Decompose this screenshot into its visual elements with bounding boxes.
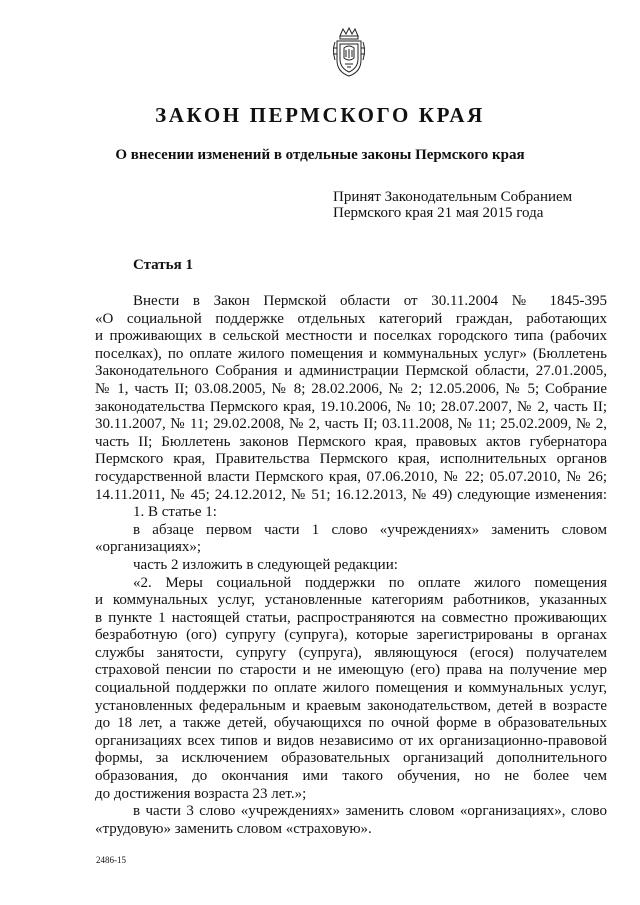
text-line: «трудовую» заменить словом «страховую». [95,820,372,837]
law-subtitle: О внесении изменений в отдельные законы Пермского края [115,147,525,163]
text-line: часть II; Бюллетень законов Пермского края, правовых актов губернатора [95,433,607,450]
text-line: «организациях»; [95,539,202,556]
text-line: организациях всех типов и видов независимо от их организационно-правовой [95,732,607,749]
text-line: часть 2 изложить в следующей редакции: [133,556,398,573]
text-line: социальной поддержки по оплате жилого помещения и коммунальных услуг, [95,680,607,697]
document-code: 2486-15 [96,855,126,865]
text-line: до 18 лет, а также детей, обучающихся по очной форме в образовательных [95,715,607,732]
article-body [95,293,607,838]
text-line: № 1, часть II; 03.08.2005, № 8; 28.02.2006, № 2; 12.05.2006, № 5; Собрание [95,380,607,397]
text-line: установленных федеральным и краевым законодательством, детей в возрасте [95,697,607,714]
adoption-line: Принят Законодательным Собранием [333,189,573,205]
text-line: Пермского края, Правительства Пермского края, исполнительных органов [95,451,607,468]
adoption-note [333,189,572,221]
text-line: 1. В статье 1: [133,504,217,521]
text-line: службы занятости, супругу (супруга), являющуюся (егося) получателем [95,644,607,661]
text-line: «О социальной поддержке отдельных категорий граждан, работающих [95,310,607,327]
article-heading: Статья 1 [133,257,193,273]
perm-krai-coat-of-arms-icon [331,26,367,78]
law-title: ЗАКОН ПЕРМСКОГО КРАЯ [155,103,485,127]
text-line: в пункте 1 настоящей статьи, распространяются на совместно проживающих [95,609,607,626]
text-line: до достижения возраста 23 лет.»; [95,785,307,802]
text-line: формы, за исключением образовательных организаций дополнительного [95,750,607,767]
text-line: Законодательного Собрания и администрации Пермской области, 27.01.2005, [95,363,607,380]
text-line: в части 3 слово «учреждениях» заменить словом «организациях», слово [133,803,607,820]
text-line: образования, до окончания ими такого обучения, но не более чем [95,768,607,785]
text-line: и коммунальных услуг, установленные категориям работников, указанных [95,592,607,609]
text-line: и проживающих в сельской местности и поселках городского типа (рабочих [95,328,607,345]
text-line: государственной власти Пермского края, 07.06.2010, № 22; 05.07.2010, № 26; [95,468,607,485]
text-line: поселках), по оплате жилого помещения и коммунальных услуг» (Бюллетень [95,345,607,362]
text-line: законодательства Пермского края, 19.10.2006, № 10; 28.07.2007, № 2, часть II; [95,398,607,415]
text-line: 30.11.2007, № 11; 29.02.2008, № 2, часть II; 03.11.2008, № 11; 25.02.2009, № 2, [95,416,607,433]
adoption-line: Пермского края 21 мая 2015 года [333,205,544,221]
text-line: «2. Меры социальной поддержки по оплате жилого помещения [133,574,607,591]
text-line: безработную (ого) супругу (супруга), которые зарегистрированы в органах [95,627,607,644]
text-line: 14.11.2011, № 45; 24.12.2012, № 51; 16.12.2013, № 49) следующие изменения: [95,486,607,503]
text-line: страховой пенсии по старости и не имеющую (его) права на получение мер [95,662,607,679]
text-line: в абзаце первом части 1 слово «учреждениях» заменить словом [133,521,607,538]
text-line: Внести в Закон Пермской области от 30.11.2004 № 1845-395 [133,293,607,309]
